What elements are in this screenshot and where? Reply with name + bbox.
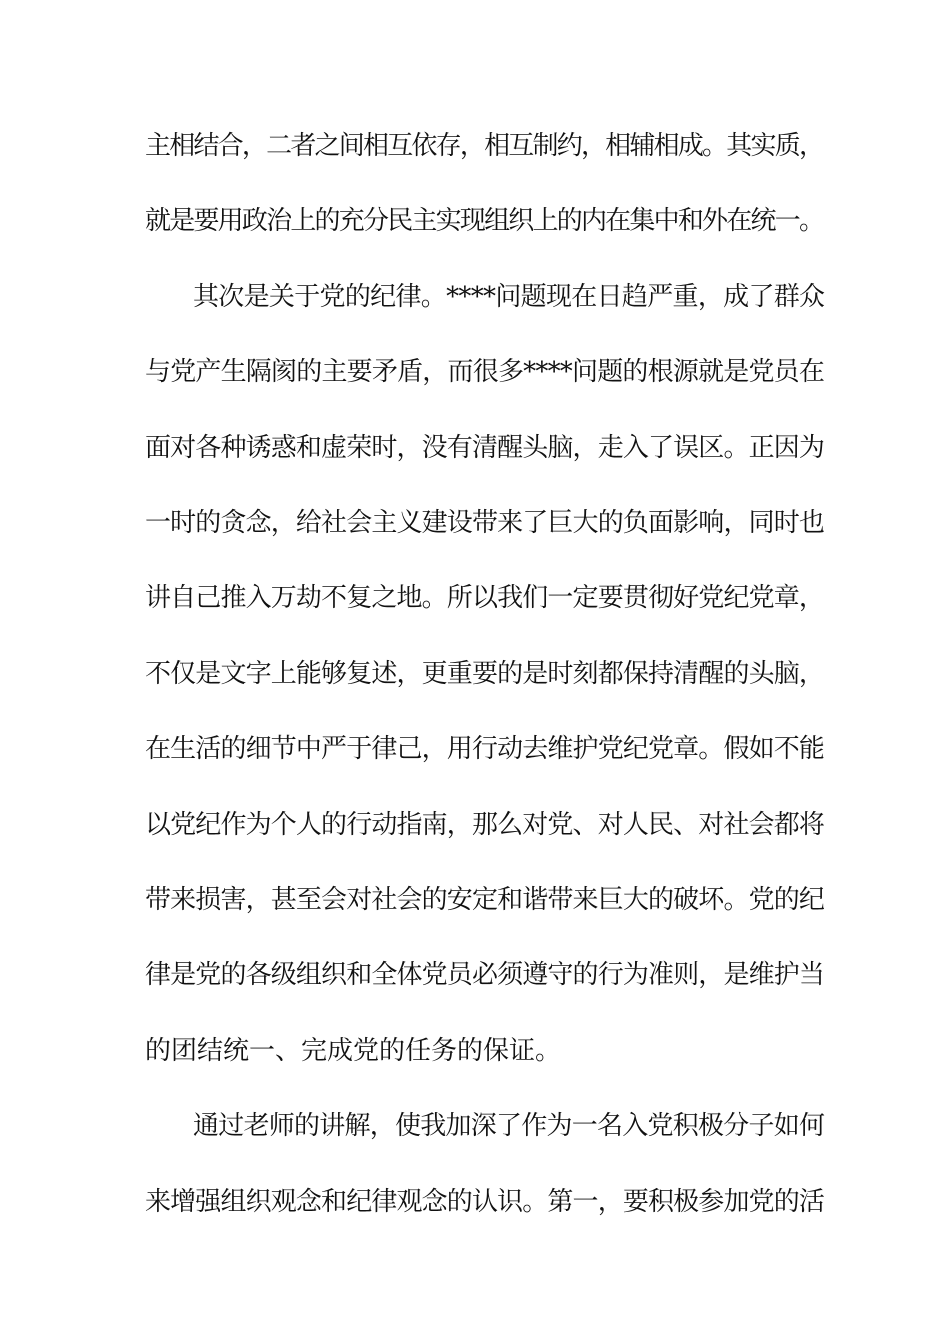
text-line: 主相结合，二者之间相互依存，相互制约，相辅相成。其实质， <box>145 131 824 161</box>
text-line: 与党产生隔阂的主要矛盾，而很多****问题的根源就是党员在 <box>145 357 825 387</box>
text-line: 来增强组织观念和纪律观念的认识。第一，要积极参加党的活 <box>145 1187 825 1217</box>
text-line: 就是要用政治上的充分民主实现组织上的内在集中和外在统一。 <box>145 206 824 236</box>
text-line: 带来损害，甚至会对社会的安定和谐带来巨大的破坏。党的纪 <box>145 885 825 915</box>
paragraph-start-line: 其次是关于党的纪律。****问题现在日趋严重，成了群众 <box>193 282 825 312</box>
text-line: 在生活的细节中严于律己，用行动去维护党纪党章。假如不能 <box>145 734 825 764</box>
paragraph-start-line: 通过老师的讲解，使我加深了作为一名入党积极分子如何 <box>193 1111 825 1141</box>
text-line: 一时的贪念，给社会主义建设带来了巨大的负面影响，同时也 <box>145 508 825 538</box>
text-line: 的团结统一、完成党的任务的保证。 <box>145 1036 562 1066</box>
text-line: 以党纪作为个人的行动指南，那么对党、对人民、对社会都将 <box>145 810 825 840</box>
text-line: 面对各种诱惑和虚荣时，没有清醒头脑，走入了误区。正因为 <box>145 433 825 463</box>
text-line: 律是党的各级组织和全体党员必须遵守的行为准则，是维护当 <box>145 960 825 990</box>
text-line: 讲自己推入万劫不复之地。所以我们一定要贯彻好党纪党章， <box>145 583 825 613</box>
text-line: 不仅是文字上能够复述，更重要的是时刻都保持清醒的头脑， <box>145 659 825 689</box>
